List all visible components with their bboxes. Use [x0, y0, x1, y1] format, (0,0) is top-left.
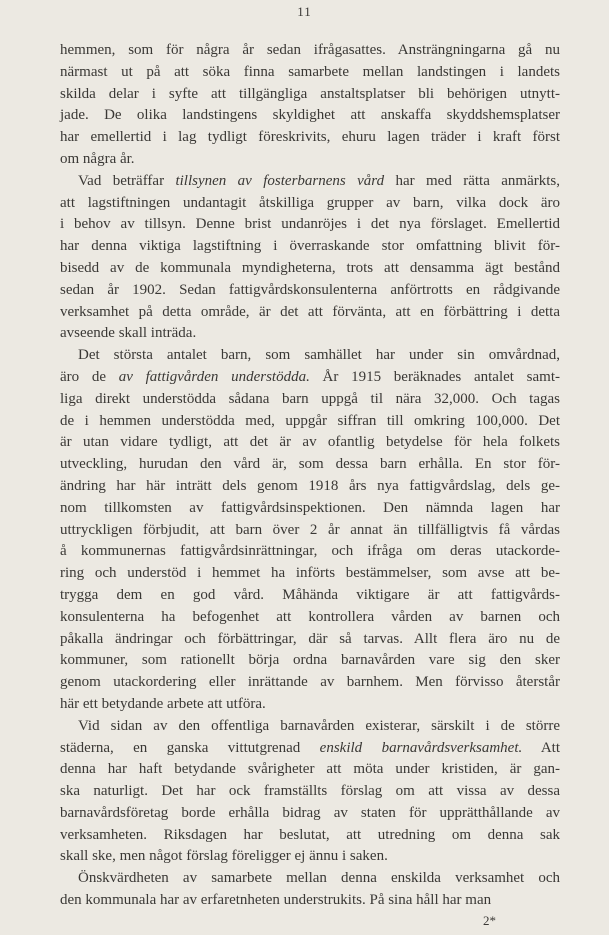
text-line: här ett betydande arbete att utföra.	[60, 695, 266, 712]
text-line: konsulenterna ha befogenhet att kontrollera vården av barnen och	[60, 608, 560, 625]
text-line: Vid sidan av den offentliga barnavården existerar, särskilt i de större	[78, 717, 560, 734]
paragraph	[60, 716, 560, 869]
text-line: nom tillkomsten av fattigvårdsinspektionen. Den nämnda lagen har	[60, 499, 560, 516]
signature-mark: 2*	[483, 913, 496, 928]
text-line: är utan vidare tydligt, att det är av ofantlig betydelse för hela folkets	[60, 434, 560, 451]
text-line: skilda delar i syfte att tillgängliga anstaltsplatser bli behörigen utnytt-	[60, 85, 560, 102]
page-number: 11	[297, 4, 312, 19]
text-line: kommuner, som rationellt börja ordna barnavården vare sig den sker	[60, 652, 560, 669]
text-line: hemmen, som för några år sedan ifrågasattes. Ansträngningarna gå nu	[60, 42, 560, 58]
text-line: verksamhet på detta område, är det att förvänta, att en förbättring i detta	[60, 303, 560, 320]
text-line: jade. De olika landstingens skyldighet att anskaffa skyddshemsplatser	[60, 107, 560, 124]
emphasis: enskild barnavårdsverksamhet.	[319, 739, 523, 756]
text-line: trygga dem en god vård. Måhända viktigare är att fattigvårds-	[60, 586, 560, 603]
body-text	[60, 40, 560, 912]
text-line: den kommunala har av erfaretnheten understrukits. På sina håll har man	[60, 892, 492, 909]
paragraph	[60, 868, 560, 912]
paragraph	[60, 40, 560, 171]
paragraph	[60, 345, 560, 716]
text-line: om några år.	[60, 150, 135, 167]
emphasis: tillsynen av fosterbarnens vård	[175, 172, 385, 189]
text-line: i behov av tillsyn. Denne brist undanröjes i det nya förslaget. Emellertid	[60, 216, 560, 233]
text-line: de i hemmen understödda med, uppgår siffran till omkring 100,000. Det	[60, 412, 560, 429]
text-line: har denna viktiga lagstiftning i överraskande stor omfattning blivit för-	[60, 238, 560, 255]
text-line: har emellertid i lag tydligt föreskrivits, ehuru lagen träder i kraft först	[60, 129, 560, 146]
text-line: avseende skall inträda.	[60, 325, 197, 342]
text-line: denna har haft betydande svårigheter att möta under kristiden, är gan-	[60, 761, 560, 778]
text-line: bisedd av de kommunala myndigheterna, trots att densamma ägt bestånd	[60, 259, 560, 276]
text-line: att lagstiftningen undantagit åtskilliga grupper av barn, vilka dock äro	[60, 194, 560, 211]
text-line: sedan år 1902. Sedan fattigvårdskonsulenterna anförtrotts en rådgivande	[60, 281, 560, 298]
text-line: Vad beträffar tillsynen av fosterbarnens vård har med rätta anmärkts,	[78, 172, 561, 189]
text-line: ändring har här inträtt dels genom 1918 års nya fattigvårdslag, dels ge-	[60, 477, 560, 494]
text-line: verksamheten. Riksdagen har beslutat, att utredning om denna sak	[60, 826, 560, 843]
text-line: städerna, en ganska vittutgrenad enskild barnavårdsverksamhet. Att	[60, 739, 561, 756]
paragraph	[60, 171, 560, 345]
emphasis: av fattigvården understödda.	[118, 368, 310, 385]
text-line: utveckling, hurudan den vård är, som dessa barn erhålla. En stor för-	[60, 456, 560, 473]
text-line: genom utackordering eller inrättande av barnhem. Men förvisso återstår	[60, 674, 560, 691]
text-line: närmast ut på att söka finna samarbete mellan landstingen i landets	[60, 63, 560, 80]
text-line: ska naturligt. Det har ock framställts förslag om att vissa av dessa	[60, 783, 560, 800]
text-line: liga direkt understödda sådana barn uppgå til nära 32,000. Och tagas	[60, 390, 560, 407]
text-line: å kommunernas fattigvårdsinrättningar, och ifråga om deras utackorde-	[60, 543, 560, 560]
text-line: påkalla ändringar och förbättringar, där så tarvas. Allt flera äro nu de	[60, 630, 560, 647]
text-line: uttryckligen förbjudit, att barn över 2 år annat än tillfälligtvis få vårdas	[60, 521, 560, 538]
text-line: Det största antalet barn, som samhället har under sin omvårdnad,	[78, 347, 560, 364]
text-line: Önskvärdheten av samarbete mellan denna enskilda verksamhet och	[78, 870, 560, 887]
text-line: barnavårdsföretag borde erhålla bidrag av staten för upprätthållande av	[60, 804, 560, 821]
text-line: skall ske, men något förslag föreligger ej ännu i saken.	[60, 848, 388, 865]
text-line: äro de av fattigvården understödda. År 1915 beräknades antalet samt-	[60, 368, 560, 385]
text-line: ring och understöd i hemmet ha införts bestämmelser, som avse att be-	[60, 565, 560, 582]
